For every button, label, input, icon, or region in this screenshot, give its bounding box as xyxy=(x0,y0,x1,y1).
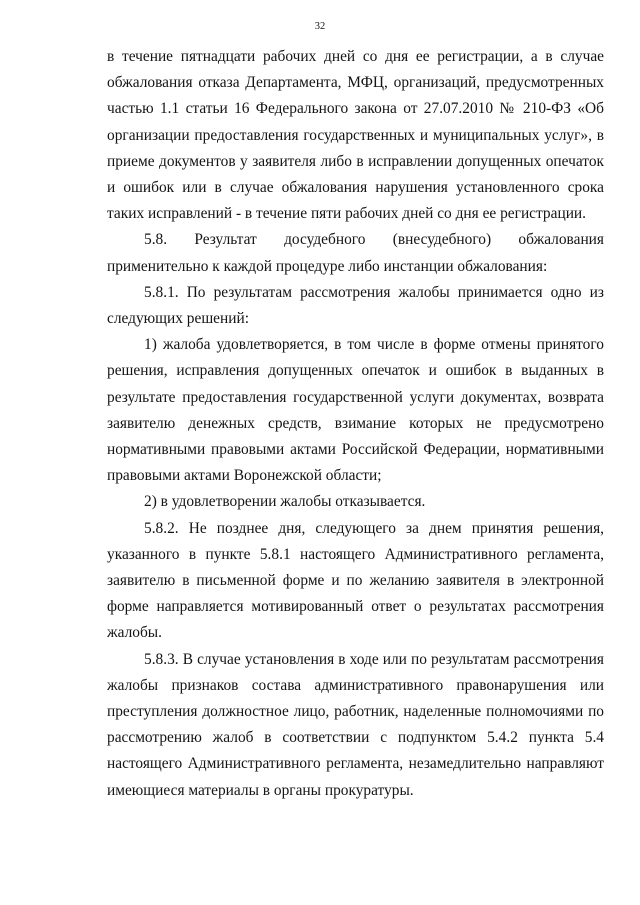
paragraph-5-8-1: 5.8.1. По результатам рассмотрения жалобы принимается одно из следующих решений: xyxy=(107,283,604,328)
paragraph-continuation: в течение пятнадцати рабочих дней со дня ее регистрации, а в случае обжалования отказа Департамента, МФЦ, организаций, предусмотренных частью 1.1 статьи 16 Федерального закона от 27.07.2010 № 210-ФЗ «Об организации предоставления государственных и муниципальных услуг», в приеме документов у заявителя либо в исправлении допущенных опечаток и ошибок или в случае обжалования нарушения установленного срока таких исправлений - в течение пяти рабочих дней со дня ее регистрации. xyxy=(107,48,604,223)
paragraph-5-8-2: 5.8.2. Не позднее дня, следующего за днем принятия решения, указанного в пункте 5.8.1 настоящего Административного регламента, заявителю в письменной форме и по желанию заявителя в электронной форме направляется мотивированный ответ о результатах рассмотрения жалобы. xyxy=(107,519,604,642)
document-body xyxy=(107,44,604,804)
paragraph-5-8-3: 5.8.3. В случае установления в ходе или по результатам рассмотрения жалобы признаков состава административного правонарушения или преступления должностное лицо, работник, наделенные полномочиями по рассмотрению жалоб в соответствии с подпунктом 5.4.2 пункта 5.4 настоящего Административного регламента, незамедлительно направляют имеющиеся материалы в органы прокуратуры. xyxy=(107,650,604,799)
paragraph-5-8: 5.8. Результат досудебного (внесудебного) обжалования применительно к каждой процедуре либо инстанции обжалования: xyxy=(107,231,604,275)
paragraph-decision-2: 2) в удовлетворении жалобы отказывается. xyxy=(144,493,426,511)
page-number: 32 xyxy=(314,21,326,32)
paragraph-decision-1: 1) жалоба удовлетворяется, в том числе в форме отмены принятого решения, исправления допущенных опечаток и ошибок в выданных в результате предоставления государственной услуги документах, возврата заявителю денежных средств, взимание которых не предусмотрено нормативными правовыми актами Российской Федерации, нормативными правовыми актами Воронежской области; xyxy=(107,336,604,485)
